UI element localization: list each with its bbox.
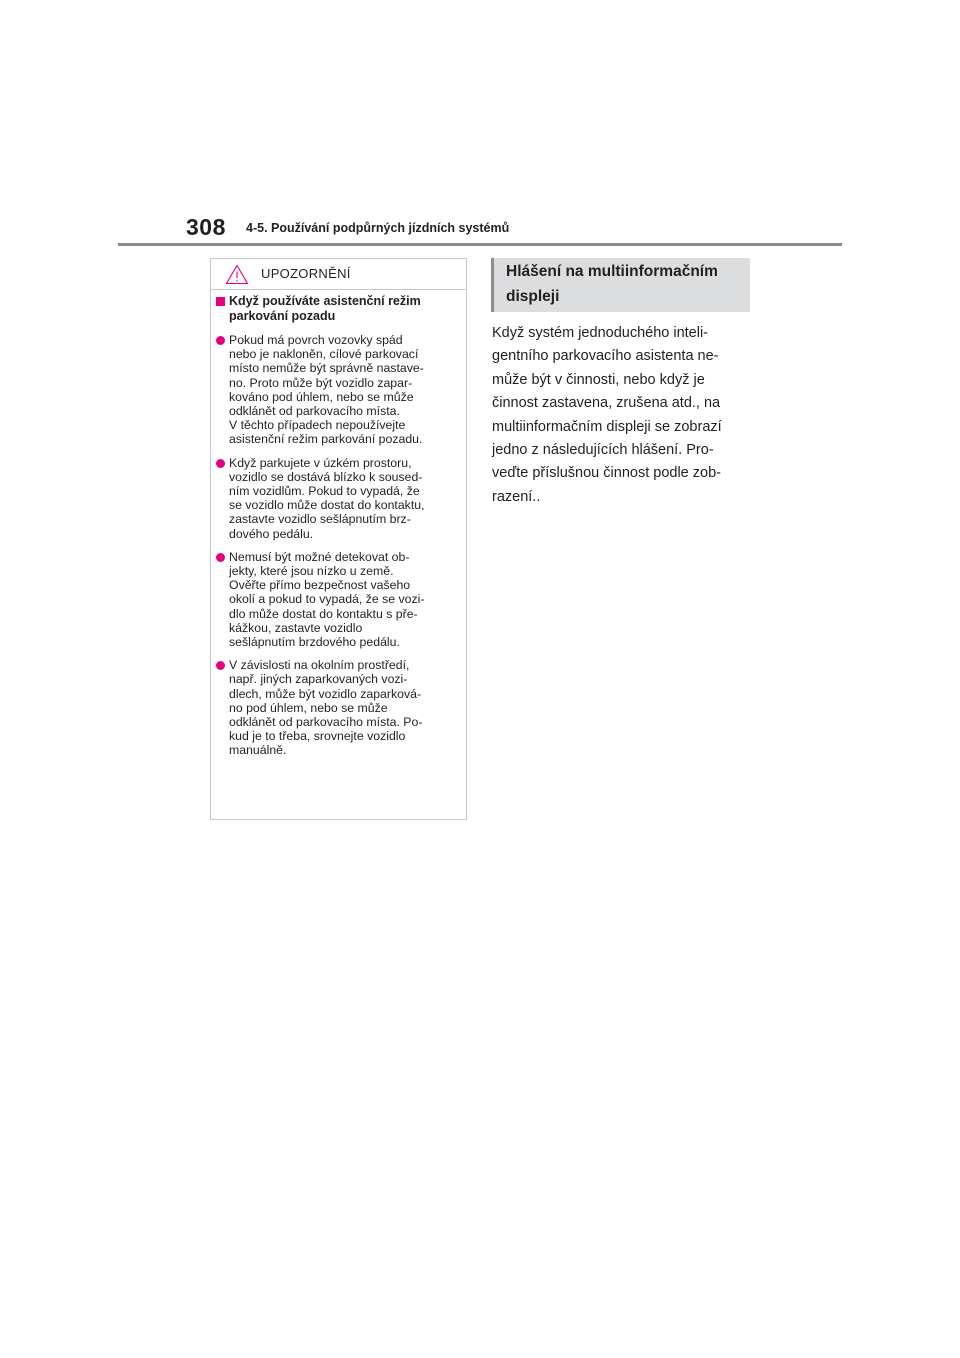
caution-item-line: se vozidlo může dostat do kontaktu, — [229, 498, 425, 513]
info-heading-line: displeji — [506, 287, 560, 305]
caution-item — [216, 333, 457, 447]
header-rule — [118, 243, 842, 246]
caution-item-line: manuálně. — [229, 743, 287, 758]
caution-item-line: no pod úhlem, nebo se může — [229, 700, 388, 715]
caution-item-line: vozidlo se dostává blízko k soused- — [229, 469, 423, 484]
caution-item-line: odklánět od parkovacího místa. Po- — [229, 715, 423, 730]
round-bullet-icon — [216, 553, 225, 562]
caution-item-line: odklánět od parkovacího místa. — [229, 404, 400, 419]
caution-item-line: kováno pod úhlem, nebo se může — [229, 389, 414, 404]
caution-item-line: okolí a pokud to vypadá, že se vozi- — [229, 592, 425, 607]
info-paragraph-line: razení.. — [492, 488, 541, 505]
info-paragraph-line: gentního parkovacího asistenta ne- — [492, 348, 719, 365]
caution-item-line: Pokud má povrch vozovky spád — [229, 333, 403, 347]
caution-heading — [216, 294, 457, 324]
info-heading — [491, 258, 750, 312]
round-bullet-icon — [216, 661, 225, 670]
caution-title: UPOZORNĚNÍ — [261, 266, 351, 281]
square-bullet-icon — [216, 297, 225, 306]
caution-item-line: jekty, které jsou nízko u země. — [229, 564, 394, 579]
info-paragraph — [492, 322, 762, 509]
caution-header — [211, 259, 466, 290]
caution-item-line: V těchto případech nepoužívejte — [229, 418, 406, 433]
caution-item-line: Nemusí být možné detekovat ob- — [229, 549, 410, 564]
caution-item-line: ním vozidlům. Pokud to vypadá, že — [229, 484, 420, 499]
caution-item-line: Ověřte přímo bezpečnost vašeho — [229, 578, 411, 593]
info-paragraph-line: multiinformačním displeji se zobrazí — [492, 418, 722, 435]
caution-item — [216, 456, 457, 541]
round-bullet-icon — [216, 459, 225, 468]
round-bullet-icon — [216, 336, 225, 345]
caution-item-line: dlo může dostat do kontaktu s pře- — [229, 606, 418, 621]
page-number: 308 — [186, 214, 226, 240]
caution-body — [211, 294, 466, 758]
caution-item — [216, 550, 457, 649]
section-title: 4-5. Používání podpůrných jízdních systémů — [246, 221, 510, 235]
caution-item-line: dlech, může být vozidlo zaparková- — [229, 686, 422, 701]
caution-item-line: např. jiných zaparkovaných vozi- — [229, 672, 408, 687]
caution-item — [216, 658, 457, 757]
caution-item-line: kud je to třeba, srovnejte vozidlo — [229, 729, 406, 744]
caution-box — [210, 258, 467, 820]
info-heading-line: Hlášení na multiinformačním — [506, 263, 718, 280]
info-paragraph-line: činnost zastavena, zrušena atd., na — [492, 395, 721, 412]
caution-item-line: asistenční režim parkování pozadu. — [229, 432, 423, 447]
info-paragraph-line: veďte příslušnou činnost podle zob- — [492, 465, 721, 482]
caution-item-line: kážkou, zastavte vozidlo — [229, 620, 363, 635]
caution-item-line: nebo je nakloněn, cílové parkovací — [229, 347, 419, 362]
info-paragraph-line: jedno z následujících hlášení. Pro- — [492, 442, 714, 459]
caution-item-line: sešlápnutím brzdového pedálu. — [229, 635, 400, 650]
caution-item-line: V závislosti na okolním prostředí, — [229, 658, 410, 673]
info-paragraph-line: může být v činnosti, nebo když je — [492, 371, 705, 388]
caution-item-line: místo nemůže být správně nastave- — [229, 361, 424, 376]
caution-item-line: dového pedálu. — [229, 526, 314, 541]
caution-heading-line: Když používáte asistenční režim — [229, 294, 421, 308]
caution-item-line: no. Proto může být vozidlo zapar- — [229, 375, 413, 390]
caution-heading-line: parkování pozadu — [229, 309, 336, 323]
info-paragraph-line: Když systém jednoduchého inteli- — [492, 325, 709, 341]
caution-item-line: zastavte vozidlo sešlápnutím brz- — [229, 512, 411, 527]
caution-item-line: Když parkujete v úzkém prostoru, — [229, 455, 412, 470]
warning-triangle-icon — [225, 264, 249, 285]
